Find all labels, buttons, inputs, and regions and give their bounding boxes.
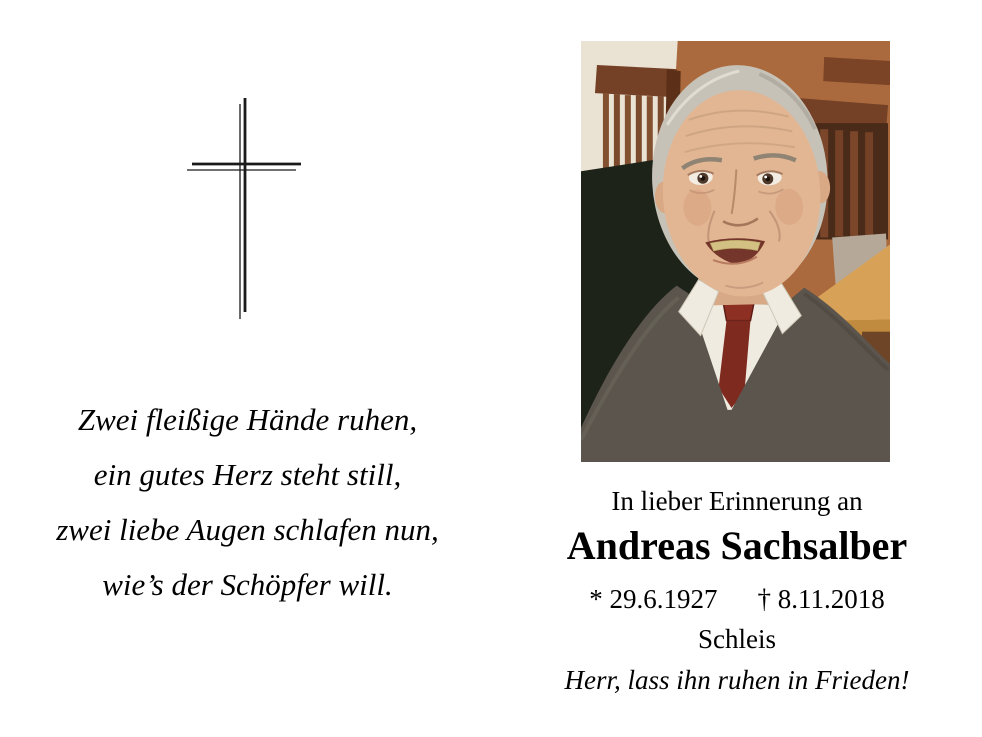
memorial-intro: In lieber Erinnerung an: [611, 486, 863, 516]
birth-date: * 29.6.1927: [589, 584, 718, 614]
life-dates: [537, 584, 937, 615]
closing-prayer: Herr, lass ihn ruhen in Frieden!: [564, 665, 910, 695]
memorial-text: [537, 486, 937, 716]
poem: [25, 392, 470, 612]
poem-line-3: zwei liebe Augen schlafen nun,: [56, 512, 439, 547]
death-date: † 8.11.2018: [757, 584, 885, 614]
place-name: Schleis: [698, 624, 776, 654]
deceased-name: Andreas Sachsalber: [566, 523, 908, 568]
poem-line-4: wie’s der Schöpfer will.: [102, 567, 393, 602]
poem-line-2: ein gutes Herz steht still,: [93, 457, 402, 492]
portrait-photo: [581, 41, 890, 462]
poem-line-1: Zwei fleißige Hände ruhen,: [77, 402, 418, 437]
cross-icon: [184, 95, 308, 325]
